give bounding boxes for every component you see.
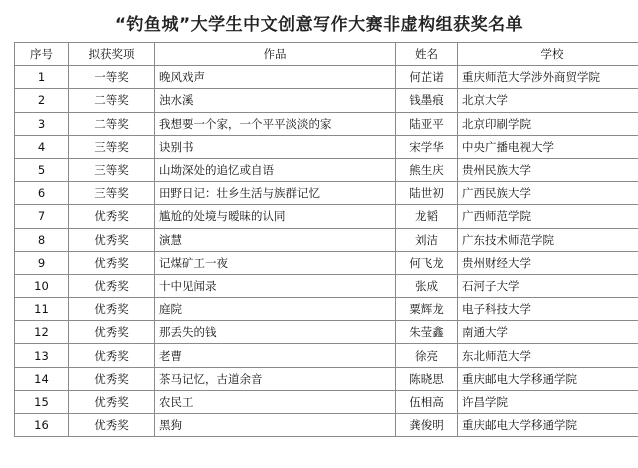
cell-work: 记煤矿工一夜 xyxy=(155,251,396,274)
table-row xyxy=(15,158,638,181)
cell-school: 电子科技大学 xyxy=(458,298,638,321)
column-header-school: 学校 xyxy=(458,43,638,66)
table-row xyxy=(15,390,638,413)
cell-work: 那丢失的钱 xyxy=(155,321,396,344)
cell-school: 南通大学 xyxy=(458,321,638,344)
cell-award: 优秀奖 xyxy=(69,321,155,344)
cell-name: 徐亮 xyxy=(396,344,458,367)
cell-no: 7 xyxy=(15,205,69,228)
cell-name: 粟辉龙 xyxy=(396,298,458,321)
cell-school: 许昌学院 xyxy=(458,390,638,413)
cell-no: 14 xyxy=(15,367,69,390)
table-row xyxy=(15,66,638,89)
table-body xyxy=(15,66,638,437)
cell-award: 一等奖 xyxy=(69,66,155,89)
cell-award: 优秀奖 xyxy=(69,205,155,228)
cell-no: 2 xyxy=(15,89,69,112)
cell-no: 9 xyxy=(15,251,69,274)
cell-name: 张成 xyxy=(396,274,458,297)
cell-name: 龙韬 xyxy=(396,205,458,228)
cell-work: 农民工 xyxy=(155,390,396,413)
table-row xyxy=(15,274,638,297)
cell-school: 北京印刷学院 xyxy=(458,112,638,135)
table-row xyxy=(15,228,638,251)
cell-school: 广西民族大学 xyxy=(458,182,638,205)
cell-school: 贵州财经大学 xyxy=(458,251,638,274)
cell-work: 尴尬的处境与暧昧的认同 xyxy=(155,205,396,228)
cell-no: 16 xyxy=(15,414,69,437)
table-row xyxy=(15,112,638,135)
column-header-no: 序号 xyxy=(15,43,69,66)
cell-no: 3 xyxy=(15,112,69,135)
cell-work: 茶马记忆，古道余音 xyxy=(155,367,396,390)
table-row xyxy=(15,89,638,112)
table-row xyxy=(15,182,638,205)
cell-name: 刘洁 xyxy=(396,228,458,251)
cell-name: 陆亚平 xyxy=(396,112,458,135)
column-header-award: 拟获奖项 xyxy=(69,43,155,66)
cell-work: 黑狗 xyxy=(155,414,396,437)
cell-award: 优秀奖 xyxy=(69,251,155,274)
cell-work: 我想要一个家，一个平平淡淡的家 xyxy=(155,112,396,135)
table-row xyxy=(15,414,638,437)
cell-award: 二等奖 xyxy=(69,112,155,135)
cell-school: 东北师范大学 xyxy=(458,344,638,367)
cell-work: 山坳深处的追忆或自语 xyxy=(155,158,396,181)
cell-work: 浊水溪 xyxy=(155,89,396,112)
cell-work: 演慧 xyxy=(155,228,396,251)
cell-no: 10 xyxy=(15,274,69,297)
cell-name: 龚俊明 xyxy=(396,414,458,437)
cell-school: 重庆邮电大学移通学院 xyxy=(458,367,638,390)
cell-school: 重庆邮电大学移通学院 xyxy=(458,414,638,437)
cell-no: 5 xyxy=(15,158,69,181)
cell-name: 陆世初 xyxy=(396,182,458,205)
cell-work: 老曹 xyxy=(155,344,396,367)
table-header-row xyxy=(15,43,638,66)
table-row xyxy=(15,321,638,344)
table-row xyxy=(15,251,638,274)
cell-award: 优秀奖 xyxy=(69,367,155,390)
cell-no: 12 xyxy=(15,321,69,344)
page-title: “钓鱼城”大学生中文创意写作大赛非虚构组获奖名单 xyxy=(114,15,524,35)
cell-award: 三等奖 xyxy=(69,158,155,181)
cell-name: 伍相高 xyxy=(396,390,458,413)
cell-work: 晚风戏声 xyxy=(155,66,396,89)
cell-name: 陈晓思 xyxy=(396,367,458,390)
cell-name: 宋学华 xyxy=(396,135,458,158)
table-row xyxy=(15,205,638,228)
cell-no: 4 xyxy=(15,135,69,158)
cell-work: 田野日记：壮乡生活与族群记忆 xyxy=(155,182,396,205)
cell-no: 8 xyxy=(15,228,69,251)
cell-school: 重庆师范大学涉外商贸学院 xyxy=(458,66,638,89)
cell-name: 钱墨痕 xyxy=(396,89,458,112)
cell-work: 诀别书 xyxy=(155,135,396,158)
cell-school: 贵州民族大学 xyxy=(458,158,638,181)
cell-award: 三等奖 xyxy=(69,135,155,158)
table-row xyxy=(15,298,638,321)
cell-school: 广西师范学院 xyxy=(458,205,638,228)
column-header-name: 姓名 xyxy=(396,43,458,66)
cell-school: 石河子大学 xyxy=(458,274,638,297)
cell-work: 十中见闻录 xyxy=(155,274,396,297)
cell-no: 6 xyxy=(15,182,69,205)
cell-name: 何芷诺 xyxy=(396,66,458,89)
cell-name: 熊生庆 xyxy=(396,158,458,181)
cell-award: 优秀奖 xyxy=(69,274,155,297)
cell-school: 广东技术师范学院 xyxy=(458,228,638,251)
cell-award: 优秀奖 xyxy=(69,414,155,437)
cell-award: 优秀奖 xyxy=(69,228,155,251)
cell-no: 15 xyxy=(15,390,69,413)
cell-work: 庭院 xyxy=(155,298,396,321)
cell-school: 北京大学 xyxy=(458,89,638,112)
cell-award: 二等奖 xyxy=(69,89,155,112)
cell-award: 优秀奖 xyxy=(69,390,155,413)
cell-name: 朱莹鑫 xyxy=(396,321,458,344)
cell-no: 1 xyxy=(15,66,69,89)
cell-no: 13 xyxy=(15,344,69,367)
cell-name: 何飞龙 xyxy=(396,251,458,274)
cell-award: 优秀奖 xyxy=(69,344,155,367)
table-row xyxy=(15,135,638,158)
award-table xyxy=(14,42,638,437)
cell-school: 中央广播电视大学 xyxy=(458,135,638,158)
cell-award: 三等奖 xyxy=(69,182,155,205)
table-row xyxy=(15,367,638,390)
column-header-work: 作品 xyxy=(155,43,396,66)
cell-no: 11 xyxy=(15,298,69,321)
cell-award: 优秀奖 xyxy=(69,298,155,321)
table-row xyxy=(15,344,638,367)
